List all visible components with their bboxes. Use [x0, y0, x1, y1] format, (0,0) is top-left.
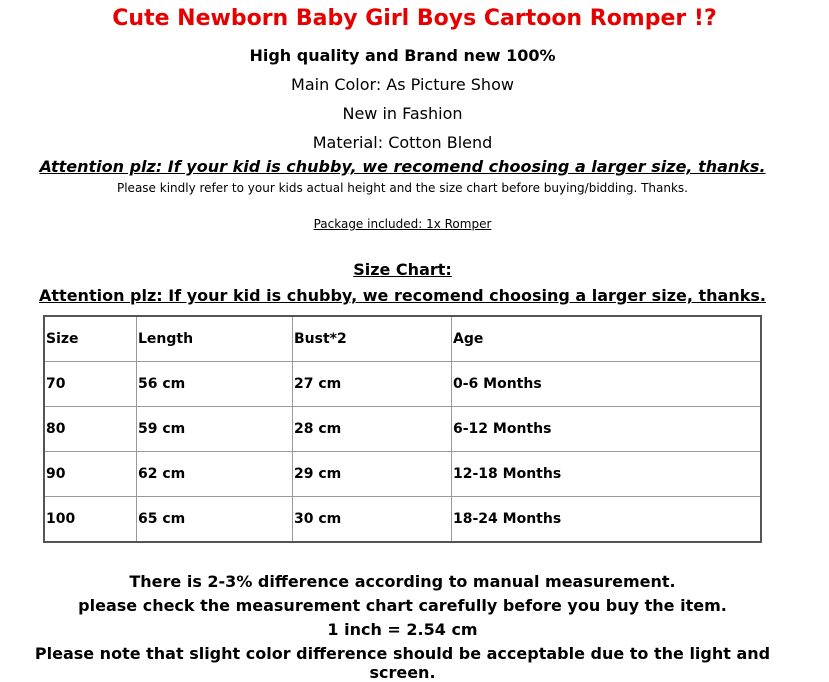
- attention-note-top: Attention plz: If your kid is chubby, we recomend choosing a larger size, thanks.: [39, 157, 766, 176]
- table-cell: 27 cm: [293, 362, 452, 407]
- table-cell: 62 cm: [137, 452, 293, 497]
- package-note: Package included: 1x Romper: [313, 217, 492, 231]
- table-row: [44, 497, 761, 543]
- color-difference-note: Please note that slight color difference should be acceptable due to the light and screen.: [34, 644, 771, 682]
- table-row: [44, 452, 761, 497]
- table-cell: 59 cm: [137, 407, 293, 452]
- size-reference-note: Please kindly refer to your kids actual height and the size chart before buying/bidding. Thanks.: [116, 181, 688, 195]
- size-table: [43, 315, 762, 543]
- size-chart-heading: Size Chart:: [353, 260, 452, 279]
- quality-line: High quality and Brand new 100%: [249, 46, 556, 65]
- table-cell: 6-12 Months: [452, 407, 762, 452]
- main-color-line: Main Color: As Picture Show: [291, 75, 514, 94]
- table-cell: 12-18 Months: [452, 452, 762, 497]
- measurement-difference-note: There is 2-3% difference according to manual measurement.: [129, 572, 676, 591]
- product-title: Cute Newborn Baby Girl Boys Cartoon Romper !?: [112, 6, 717, 31]
- table-cell: 65 cm: [137, 497, 293, 543]
- table-cell: 70: [44, 362, 137, 407]
- fashion-line: New in Fashion: [342, 104, 463, 123]
- table-header-cell: Bust*2: [293, 316, 452, 362]
- table-cell: 28 cm: [293, 407, 452, 452]
- inch-conversion-note: 1 inch = 2.54 cm: [327, 620, 478, 639]
- table-header-row: [44, 316, 761, 362]
- table-header-cell: Size: [44, 316, 137, 362]
- table-header-cell: Length: [137, 316, 293, 362]
- table-row: [44, 407, 761, 452]
- table-cell: 29 cm: [293, 452, 452, 497]
- table-cell: 100: [44, 497, 137, 543]
- table-cell: 90: [44, 452, 137, 497]
- table-cell: 80: [44, 407, 137, 452]
- table-header-cell: Age: [452, 316, 762, 362]
- table-cell: 56 cm: [137, 362, 293, 407]
- table-cell: 18-24 Months: [452, 497, 762, 543]
- table-row: [44, 362, 761, 407]
- check-chart-note: please check the measurement chart carefully before you buy the item.: [78, 596, 727, 615]
- table-cell: 0-6 Months: [452, 362, 762, 407]
- material-line: Material: Cotton Blend: [312, 133, 493, 152]
- attention-note-chart: Attention plz: If your kid is chubby, we recomend choosing a larger size, thanks.: [39, 286, 766, 305]
- table-cell: 30 cm: [293, 497, 452, 543]
